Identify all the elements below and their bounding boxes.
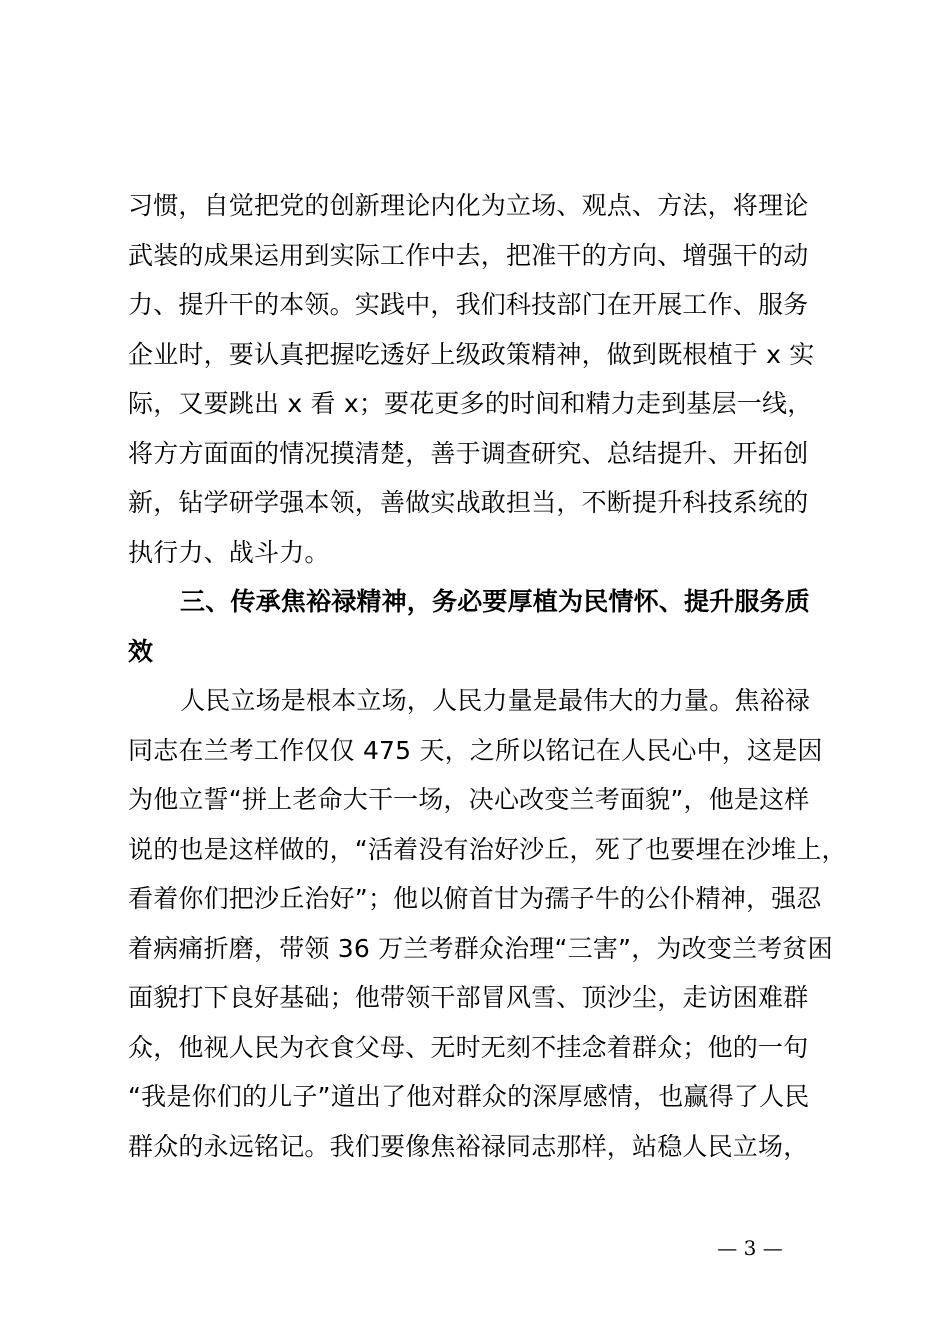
text-line: 将方方面面的情况摸清楚，善于调查研究、总结提升、开拓创 — [128, 438, 809, 468]
text-line: 同志在兰考工作仅仅 475 天，之所以铭记在人民心中，这是因 — [128, 735, 823, 765]
text-line: 看着你们把沙丘治好”；他以俯首甘为孺子牛的公仆精神，强忍 — [128, 884, 822, 913]
text-line: 群众的永远铭记。我们要像焦裕禄同志那样，站稳人民立场， — [128, 1131, 809, 1161]
text-line: 面貌打下良好基础；他带领干部冒风雪、顶沙尘，走访困难群 — [128, 983, 809, 1012]
text-line: 新，钻学研学强本领，善做实战敢担当，不断提升科技系统的 — [128, 488, 809, 517]
text-line: 为他立誓“拼上老命大干一场，决心改变兰考面貌”，他是这样 — [128, 785, 810, 814]
section-heading-continued: 效 — [128, 636, 154, 666]
paragraph-first-line: 人民立场是根本立场，人民力量是最伟大的力量。焦裕禄 — [180, 686, 811, 715]
text-line: 众，他视人民为衣食父母、无时无刻不挂念着群众；他的一句 — [128, 1032, 809, 1062]
text-line: 武装的成果运用到实际工作中去，把准干的方向、增强干的动 — [128, 240, 809, 270]
text-line: 说的也是这样做的，“活着没有治好沙丘，死了也要埋在沙堆上， — [128, 834, 847, 864]
text-line: 执行力、战斗力。 — [128, 537, 330, 567]
text-line: 力、提升干的本领。实践中，我们科技部门在开展工作、服务 — [128, 290, 809, 319]
text-line: 习惯，自觉把党的创新理论内化为立场、观点、方法，将理论 — [128, 191, 809, 220]
section-heading: 三、传承焦裕禄精神，务必要厚植为民情怀、提升服务质 — [180, 587, 811, 616]
text-line: “我是你们的儿子”道出了他对群众的深厚感情，也赢得了人民 — [128, 1082, 810, 1111]
text-line: 着病痛折磨，带领 36 万兰考群众治理“三害”，为改变兰考贫困 — [128, 933, 833, 963]
text-line: 际，又要跳出 x 看 x；要花更多的时间和精力走到基层一线， — [128, 389, 813, 418]
page-number: — 3 — — [717, 1236, 783, 1260]
document-body — [128, 181, 847, 1171]
text-line: 企业时，要认真把握吃透好上级政策精神，做到既根植于 x 实 — [128, 339, 815, 369]
